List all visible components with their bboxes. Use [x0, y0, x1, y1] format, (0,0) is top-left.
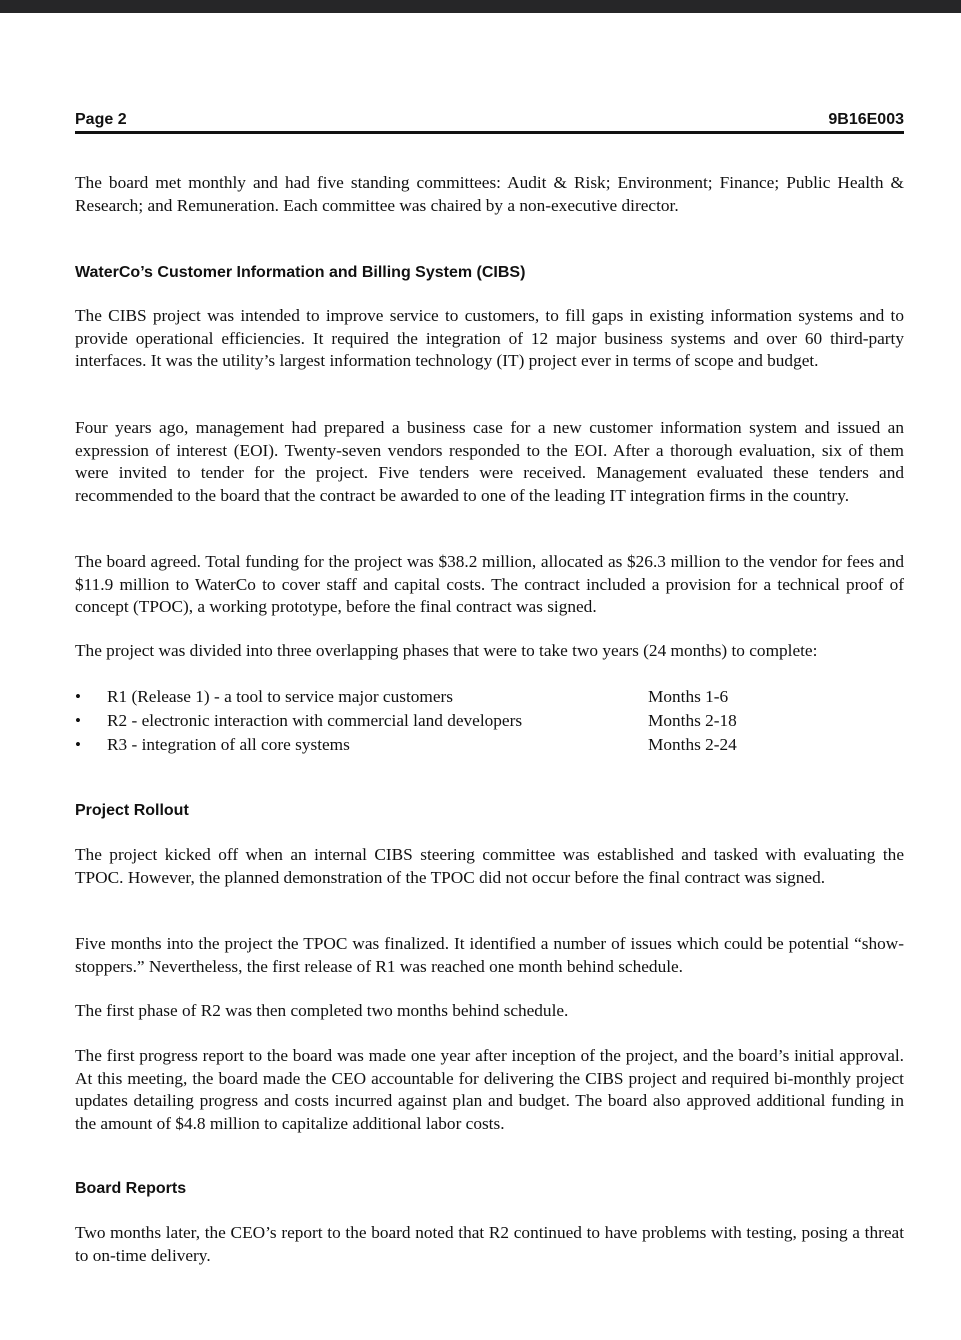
heading-rollout-block	[75, 801, 904, 821]
paragraph-cibs-intro	[75, 305, 904, 373]
list-item	[75, 709, 904, 733]
phase-label: R3 - integration of all core systems	[107, 735, 350, 754]
page-header	[75, 109, 904, 134]
section-heading-cibs: WaterCo’s Customer Information and Billing System (CIBS)	[75, 264, 526, 281]
phases-list	[75, 685, 904, 757]
page-number: Page 2	[75, 111, 127, 128]
paragraph-two-months	[75, 1222, 904, 1267]
paragraph-phases	[75, 640, 904, 663]
phase-label: R1 (Release 1) - a tool to service major customers	[107, 687, 453, 706]
bullet-icon: •	[75, 711, 81, 730]
paragraph-text: The first phase of R2 was then completed two months behind schedule.	[75, 1001, 569, 1020]
paragraph-text: The board met monthly and had five standing committees: Audit & Risk; Environment; Finance; Public Health & Research; and Remuneration. Each committee was chaired by a non-executive director.	[75, 173, 904, 215]
paragraph-text: Five months into the project the TPOC was finalized. It identified a number of issues which could be potential “show-stoppers.” Nevertheless, the first release of R1 was reached one month behind schedule.	[75, 934, 904, 976]
section-heading-board-reports: Board Reports	[75, 1180, 187, 1197]
heading-board-reports-block	[75, 1179, 904, 1199]
paragraph-four-years	[75, 417, 904, 507]
paragraph-kicked-off	[75, 844, 904, 889]
phase-months: Months 1-6	[648, 687, 729, 706]
paragraph-board-agreed	[75, 551, 904, 619]
paragraph-text: The board agreed. Total funding for the project was $38.2 million, allocated as $26.3 million to the vendor for fees and $11.9 million to WaterCo to cover staff and capital costs. The contract included a provision for a technical proof of concept (TPOC), a working prototype, before the final contract was signed.	[75, 552, 904, 616]
phase-months: Months 2-18	[648, 711, 737, 730]
phase-label: R2 - electronic interaction with commercial land developers	[107, 711, 523, 730]
paragraph-first-phase	[75, 1000, 904, 1023]
paragraph-text: The project was divided into three overlapping phases that were to take two years (24 months) to complete:	[75, 641, 818, 660]
phase-months: Months 2-24	[648, 735, 737, 754]
list-item	[75, 685, 904, 709]
paragraph-text: The project kicked off when an internal CIBS steering committee was established and tasked with evaluating the TPOC. However, the planned demonstration of the TPOC did not occur before the final contract was signed.	[75, 845, 904, 887]
paragraph-board	[75, 172, 904, 217]
bullet-icon: •	[75, 687, 81, 706]
paragraph-text: The CIBS project was intended to improve service to customers, to fill gaps in existing information systems and to provide operational efficiencies. It required the integration of 12 major business systems and over 60 third-party interfaces. It was the utility’s largest information technology (IT) project ever in terms of scope and budget.	[75, 306, 904, 370]
top-bar	[0, 0, 961, 13]
section-heading-rollout: Project Rollout	[75, 802, 189, 819]
bullet-icon: •	[75, 735, 81, 754]
paragraph-five-months	[75, 933, 904, 978]
paragraph-progress-report	[75, 1045, 904, 1135]
paragraph-text: The first progress report to the board was made one year after inception of the project, and the board’s initial approval. At this meeting, the board made the CEO accountable for delivering the CIBS project and required bi-monthly project updates detailing progress and costs incurred against plan and budget. The board also approved additional funding in the amount of $4.8 million to capitalize additional labor costs.	[75, 1046, 904, 1133]
heading-cibs-block	[75, 263, 904, 283]
paragraph-text: Two months later, the CEO’s report to the board noted that R2 continued to have problems with testing, posing a threat to on-time delivery.	[75, 1223, 904, 1265]
paragraph-text: Four years ago, management had prepared a business case for a new customer information system and issued an expression of interest (EOI). Twenty-seven vendors responded to the EOI. After a thorough evaluation, six of them were invited to tender for the project. Five tenders were received. Management evaluated these tenders and recommended to the board that the contract be awarded to one of the leading IT integration firms in the country.	[75, 418, 904, 505]
list-item	[75, 733, 904, 757]
case-code: 9B16E003	[828, 111, 904, 128]
